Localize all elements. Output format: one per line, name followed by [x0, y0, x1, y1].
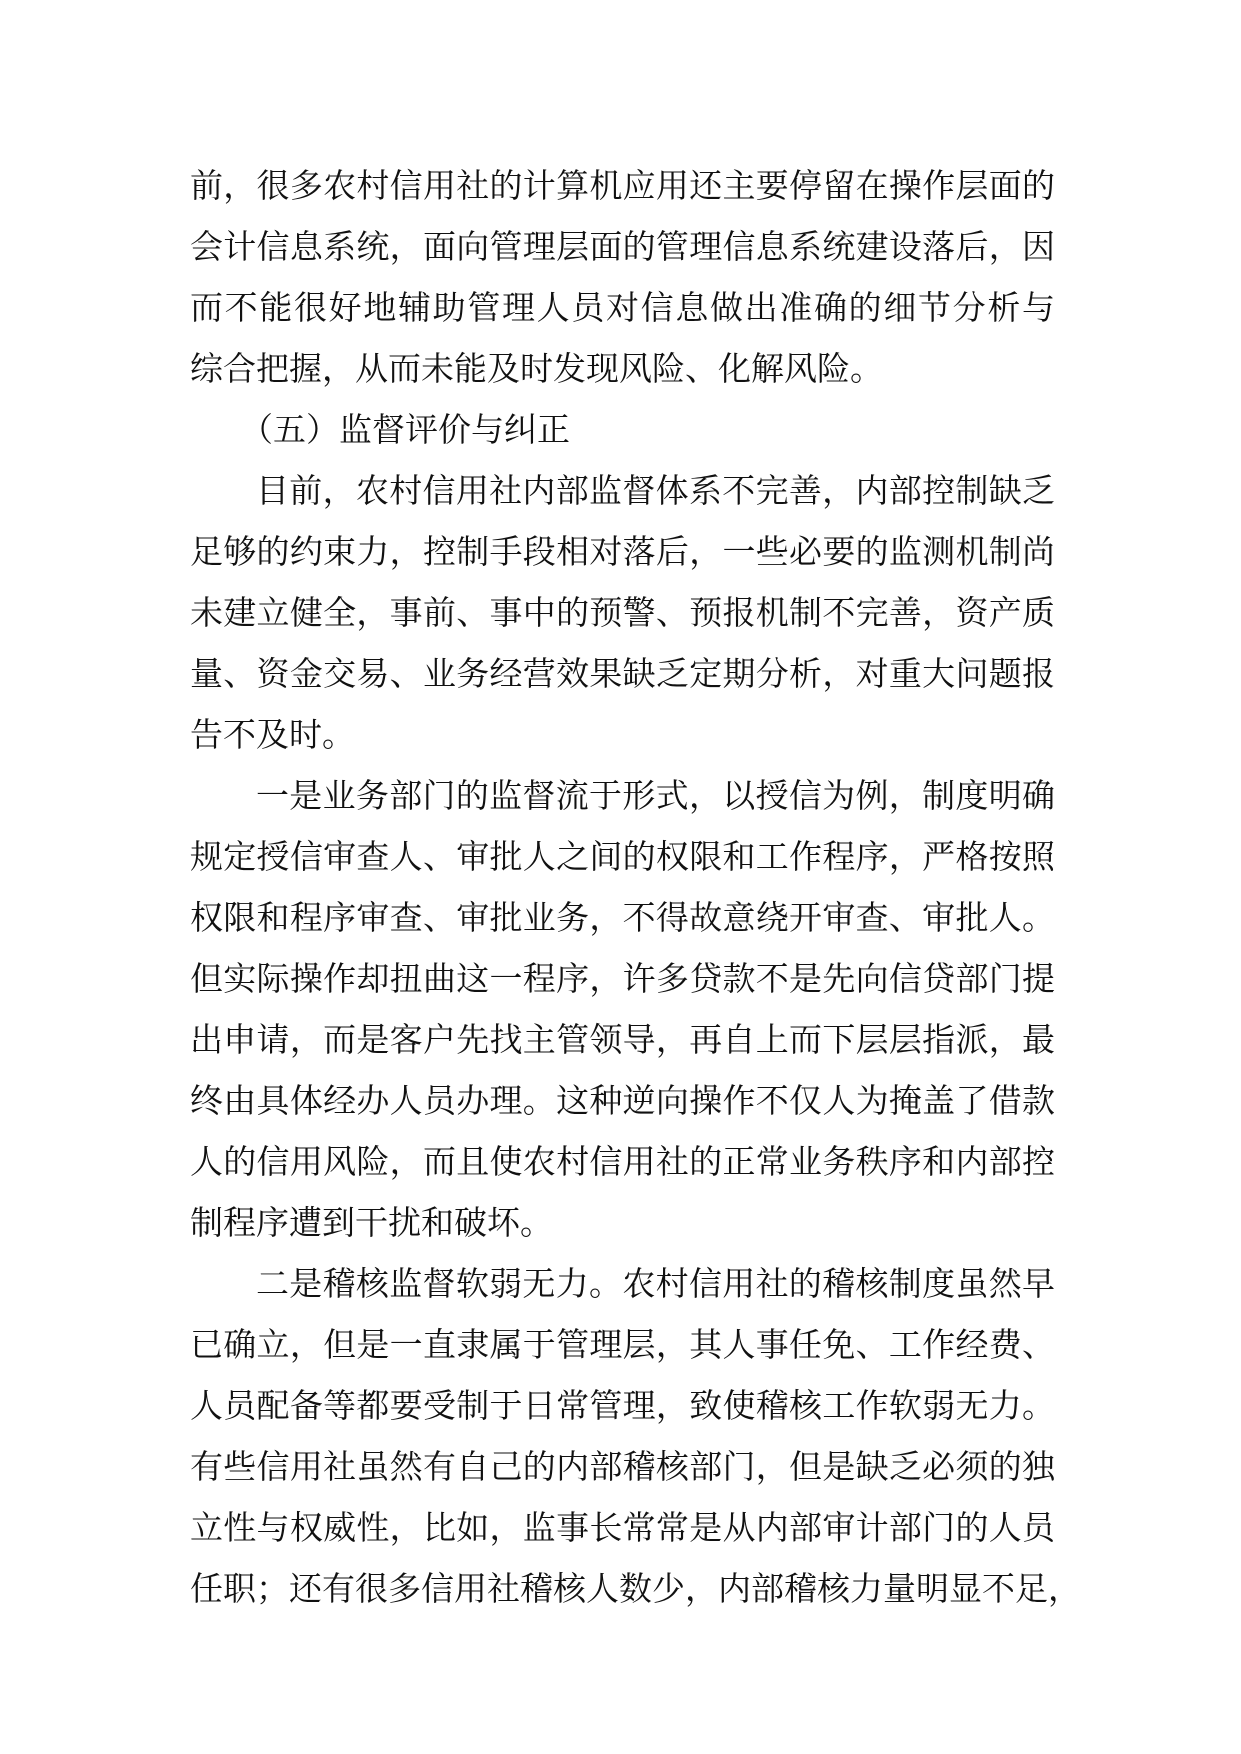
- text-line: 一是业务部门的监督流于形式，以授信为例，制度明确: [256, 776, 1055, 815]
- paragraph-audit-supervision: [190, 1253, 1081, 1619]
- text-line: 任职；还有很多信用社稽核人数少，内部稽核力量明显不足，: [190, 1569, 1081, 1608]
- heading-text: （五）监督评价与纠正: [240, 410, 570, 449]
- text-line: 出申请，而是客户先找主管领导，再自上而下层层指派，最: [190, 1020, 1055, 1059]
- text-line: 量、资金交易、业务经营效果缺乏定期分析，对重大问题报: [190, 654, 1055, 693]
- document-page: [190, 155, 1081, 1619]
- text-line: 未建立健全，事前、事中的预警、预报机制不完善，资产质: [190, 593, 1055, 632]
- paragraph-monitoring-overview: [190, 460, 1055, 765]
- text-line: 告不及时。: [190, 715, 355, 754]
- text-line: 已确立，但是一直隶属于管理层，其人事任免、工作经费、: [190, 1325, 1055, 1364]
- text-line: 规定授信审查人、审批人之间的权限和工作程序，严格按照: [190, 837, 1055, 876]
- text-line: 综合把握，从而未能及时发现风险、化解风险。: [190, 349, 883, 388]
- text-line: 立性与权威性，比如，监事长常常是从内部审计部门的人员: [190, 1508, 1055, 1547]
- text-line: 人的信用风险，而且使农村信用社的正常业务秩序和内部控: [190, 1142, 1055, 1181]
- text-line: 前，很多农村信用社的计算机应用还主要停留在操作层面的: [190, 166, 1055, 205]
- text-line: 权限和程序审查、审批业务，不得故意绕开审查、审批人。: [190, 898, 1055, 937]
- text-line: 终由具体经办人员办理。这种逆向操作不仅人为掩盖了借款: [190, 1081, 1055, 1120]
- text-line: 二是稽核监督软弱无力。农村信用社的稽核制度虽然早: [256, 1264, 1055, 1303]
- text-line: 人员配备等都要受制于日常管理，致使稽核工作软弱无力。: [190, 1386, 1055, 1425]
- text-line: 足够的约束力，控制手段相对落后，一些必要的监测机制尚: [190, 532, 1055, 571]
- section-heading: [190, 399, 1055, 460]
- text-line: 但实际操作却扭曲这一程序，许多贷款不是先向信贷部门提: [190, 959, 1055, 998]
- text-line: 制程序遭到干扰和破坏。: [190, 1203, 553, 1242]
- text-line: 目前，农村信用社内部监督体系不完善，内部控制缺乏: [256, 471, 1055, 510]
- paragraph-business-dept-supervision: [190, 765, 1055, 1253]
- text-line: 有些信用社虽然有自己的内部稽核部门，但是缺乏必须的独: [190, 1447, 1055, 1486]
- paragraph-continuation: [190, 155, 1055, 399]
- text-line: 会计信息系统，面向管理层面的管理信息系统建设落后，因: [190, 227, 1055, 266]
- text-line: 而不能很好地辅助管理人员对信息做出准确的细节分析与: [190, 288, 1055, 327]
